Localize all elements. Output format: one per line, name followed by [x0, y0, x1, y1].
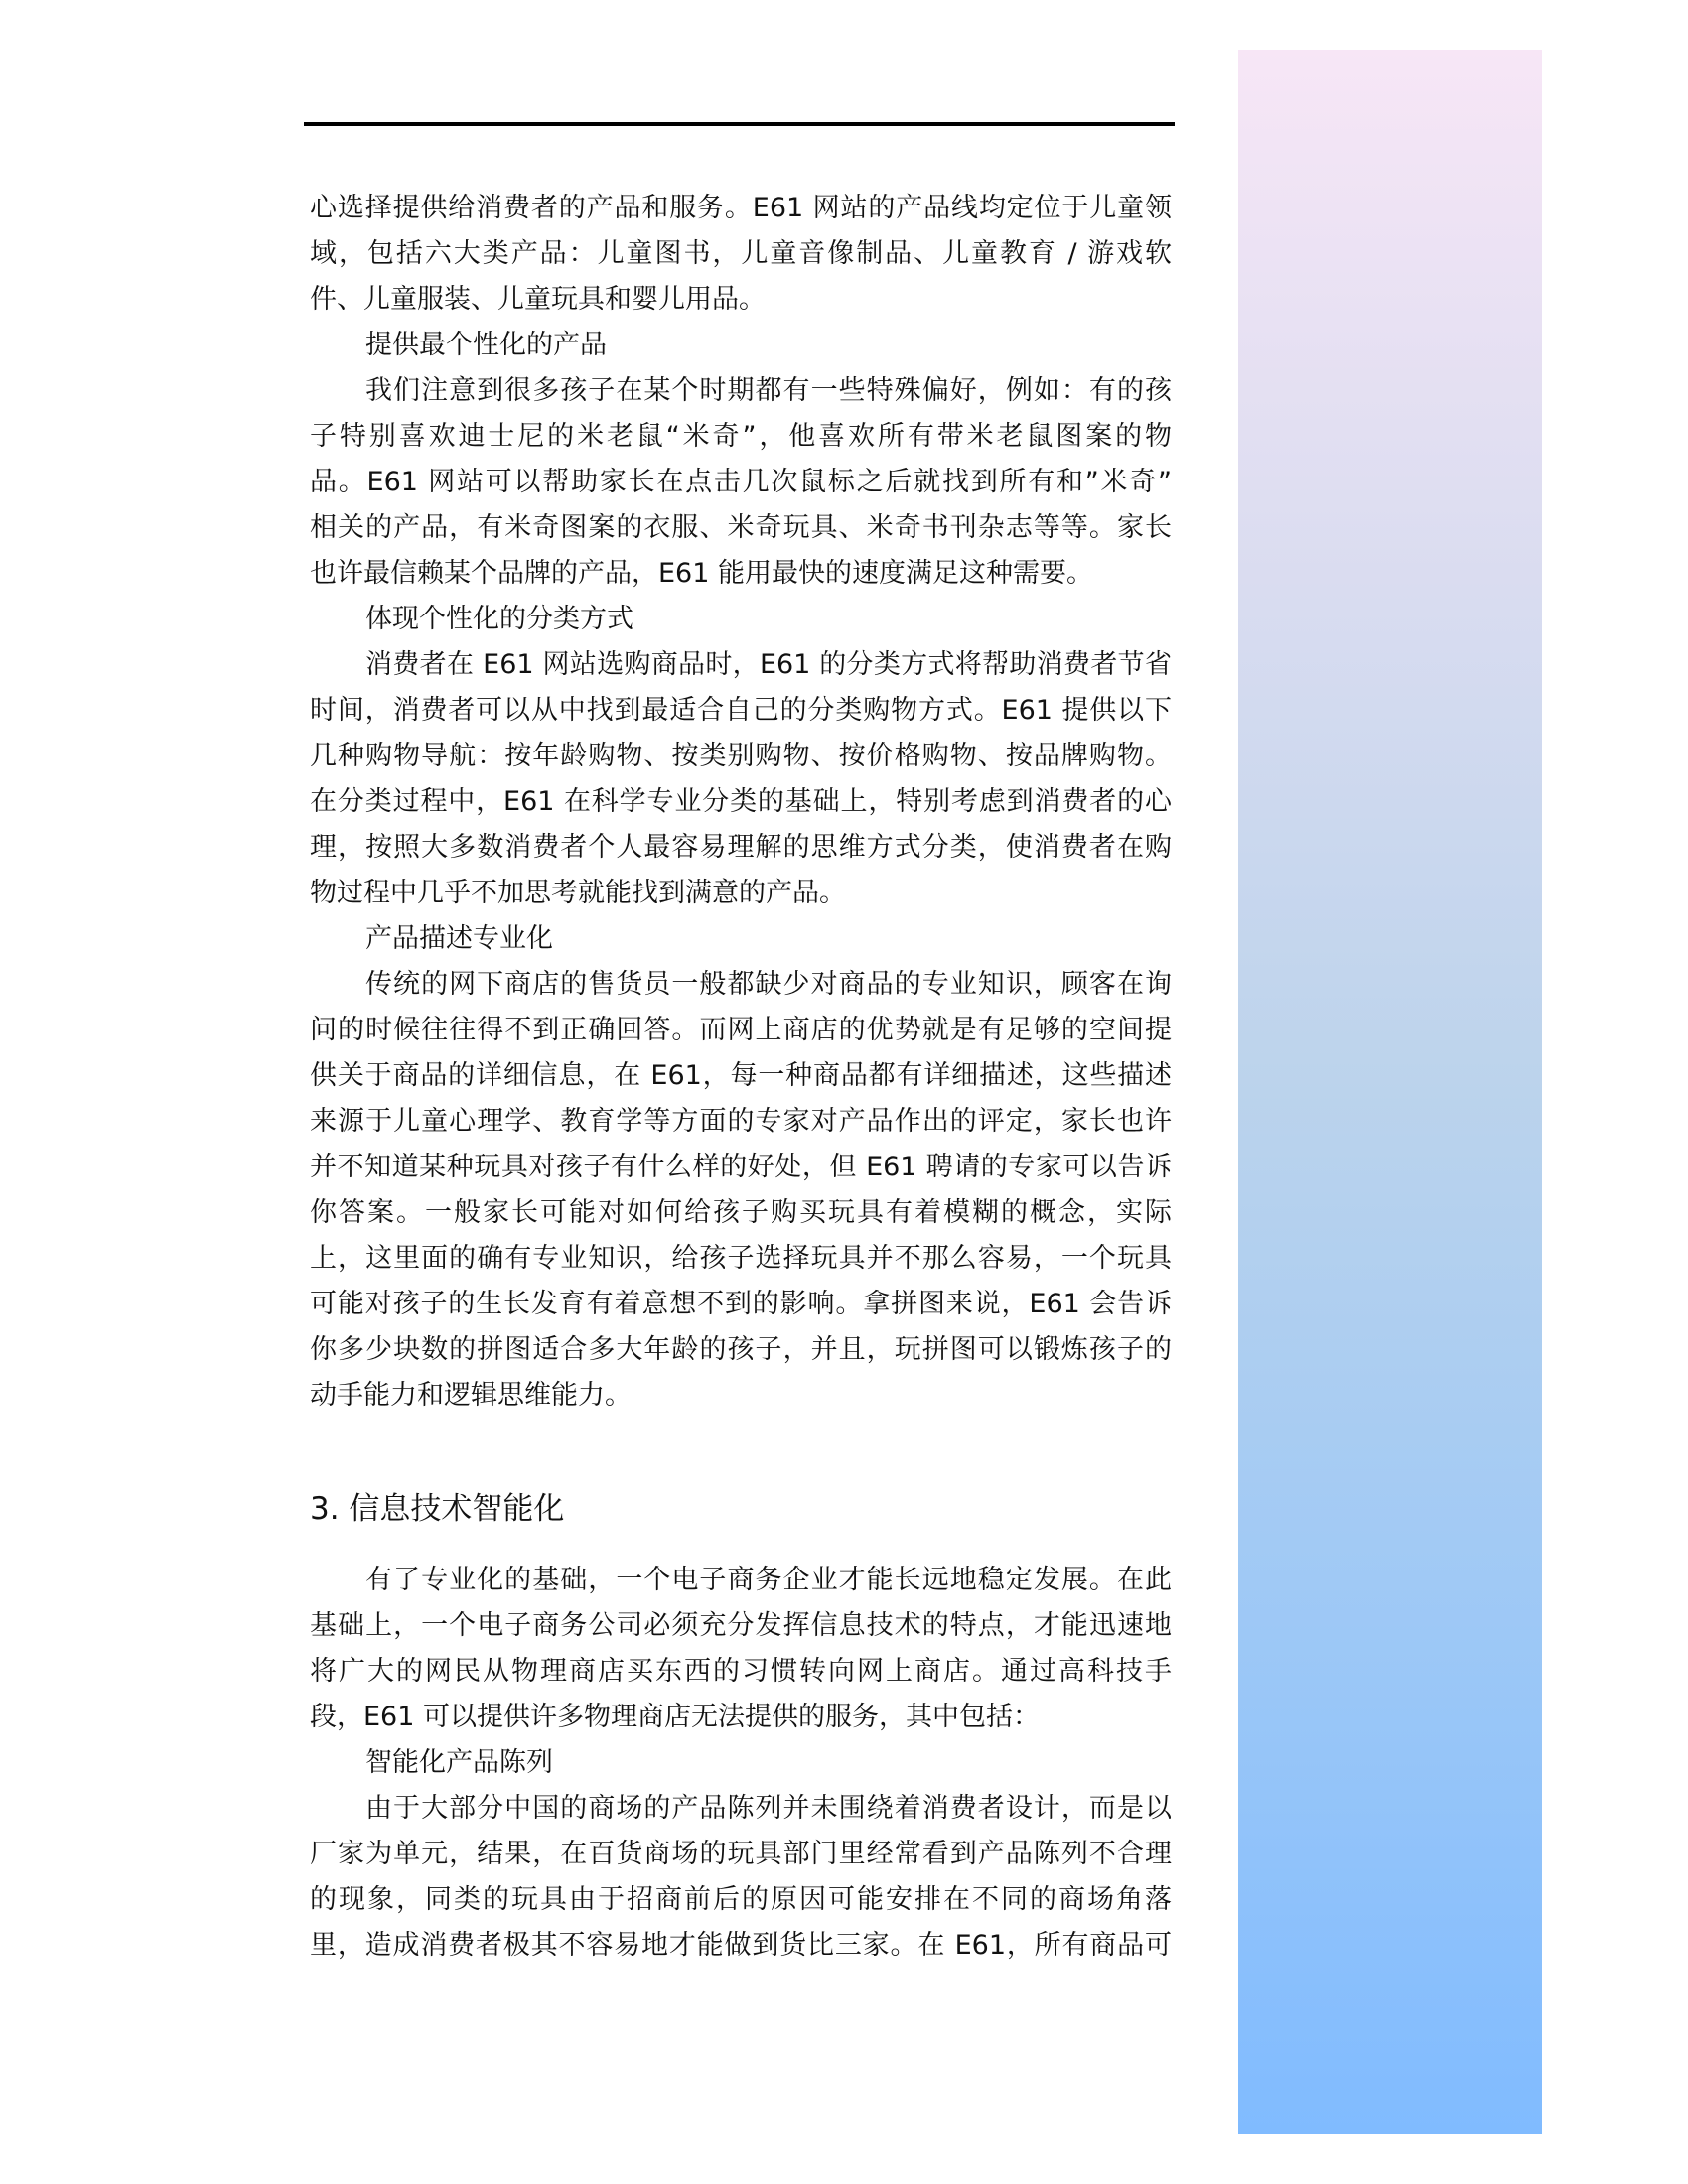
- paragraph-line: 品。E61 网站可以帮助家长在点击几次鼠标之后就找到所有和”米奇”: [310, 467, 1172, 497]
- paragraph-line: 你答案。一般家长可能对如何给孩子购买玩具有着模糊的概念，实际: [310, 1197, 1172, 1228]
- paragraph-line: 子特别喜欢迪士尼的米老鼠“米奇”，他喜欢所有带米老鼠图案的物: [310, 421, 1172, 452]
- paragraph-line: 上，这里面的确有专业知识，给孩子选择玩具并不那么容易，一个玩具: [310, 1243, 1172, 1274]
- paragraph-line: 传统的网下商店的售货员一般都缺少对商品的专业知识，顾客在询: [365, 969, 1172, 1000]
- paragraph-line: 并不知道某种玩具对孩子有什么样的好处，但 E61 聘请的专家可以告诉: [310, 1152, 1172, 1182]
- section-body-text: [310, 1558, 1172, 1969]
- subheading-classification: 体现个性化的分类方式: [365, 604, 633, 634]
- paragraph-line: 问的时候往往得不到正确回答。而网上商店的优势就是有足够的空间提: [310, 1015, 1172, 1045]
- paragraph-line: 有了专业化的基础，一个电子商务企业才能长远地稳定发展。在此: [365, 1565, 1172, 1595]
- paragraph-line: 在分类过程中，E61 在科学专业分类的基础上，特别考虑到消费者的心: [310, 786, 1172, 817]
- paragraph-line: 将广大的网民从物理商店买东西的习惯转向网上商店。通过高科技手: [310, 1656, 1172, 1687]
- paragraph-line: 几种购物导航：按年龄购物、按类别购物、按价格购物、按品牌购物。: [310, 741, 1172, 771]
- paragraph-line: 供关于商品的详细信息，在 E61，每一种商品都有详细描述，这些描述: [310, 1060, 1172, 1091]
- paragraph-line: 你多少块数的拼图适合多大年龄的孩子，并且，玩拼图可以锻炼孩子的: [310, 1334, 1172, 1365]
- subheading-smart-display: 智能化产品陈列: [365, 1747, 553, 1778]
- paragraph-line: 也许最信赖某个品牌的产品，E61 能用最快的速度满足这种需要。: [310, 558, 1093, 589]
- body-text-block: [310, 186, 1172, 1419]
- section-heading: 3. 信息技术智能化: [310, 1491, 565, 1527]
- paragraph-line: 理，按照大多数消费者个人最容易理解的思维方式分类，使消费者在购: [310, 832, 1172, 863]
- paragraph-line: 相关的产品，有米奇图案的衣服、米奇玩具、米奇书刊杂志等等。家长: [310, 512, 1172, 543]
- subheading-professional-description: 产品描述专业化: [365, 923, 553, 954]
- paragraph-line: 动手能力和逻辑思维能力。: [310, 1380, 632, 1411]
- paragraph-line: 消费者在 E61 网站选购商品时，E61 的分类方式将帮助消费者节省: [365, 649, 1172, 680]
- paragraph-line: 时间，消费者可以从中找到最适合自己的分类购物方式。E61 提供以下: [310, 695, 1172, 726]
- decorative-gradient-sidebar: [1238, 50, 1542, 2134]
- paragraph-line: 段，E61 可以提供许多物理商店无法提供的服务，其中包括：: [310, 1702, 1040, 1732]
- header-rule: [304, 122, 1175, 126]
- paragraph-line: 件、儿童服装、儿童玩具和婴儿用品。: [310, 284, 766, 315]
- paragraph-line: 物过程中几乎不加思考就能找到满意的产品。: [310, 878, 846, 908]
- paragraph-line: 由于大部分中国的商场的产品陈列并未围绕着消费者设计，而是以: [365, 1793, 1172, 1824]
- paragraph-line: 厂家为单元，结果，在百货商场的玩具部门里经常看到产品陈列不合理: [310, 1839, 1172, 1869]
- subheading-personalized-products: 提供最个性化的产品: [365, 330, 607, 360]
- paragraph-line: 域，包括六大类产品：儿童图书，儿童音像制品、儿童教育 / 游戏软: [310, 238, 1172, 269]
- paragraph-line: 心选择提供给消费者的产品和服务。E61 网站的产品线均定位于儿童领: [310, 193, 1172, 223]
- paragraph-line: 基础上，一个电子商务公司必须充分发挥信息技术的特点，才能迅速地: [310, 1610, 1172, 1641]
- paragraph-line: 来源于儿童心理学、教育学等方面的专家对产品作出的评定，家长也许: [310, 1106, 1172, 1137]
- paragraph-line: 里，造成消费者极其不容易地才能做到货比三家。在 E61，所有商品可: [310, 1930, 1172, 1961]
- paragraph-line: 可能对孩子的生长发育有着意想不到的影响。拿拼图来说，E61 会告诉: [310, 1289, 1172, 1319]
- paragraph-line: 我们注意到很多孩子在某个时期都有一些特殊偏好，例如：有的孩: [365, 375, 1172, 406]
- paragraph-line: 的现象，同类的玩具由于招商前后的原因可能安排在不同的商场角落: [310, 1884, 1172, 1915]
